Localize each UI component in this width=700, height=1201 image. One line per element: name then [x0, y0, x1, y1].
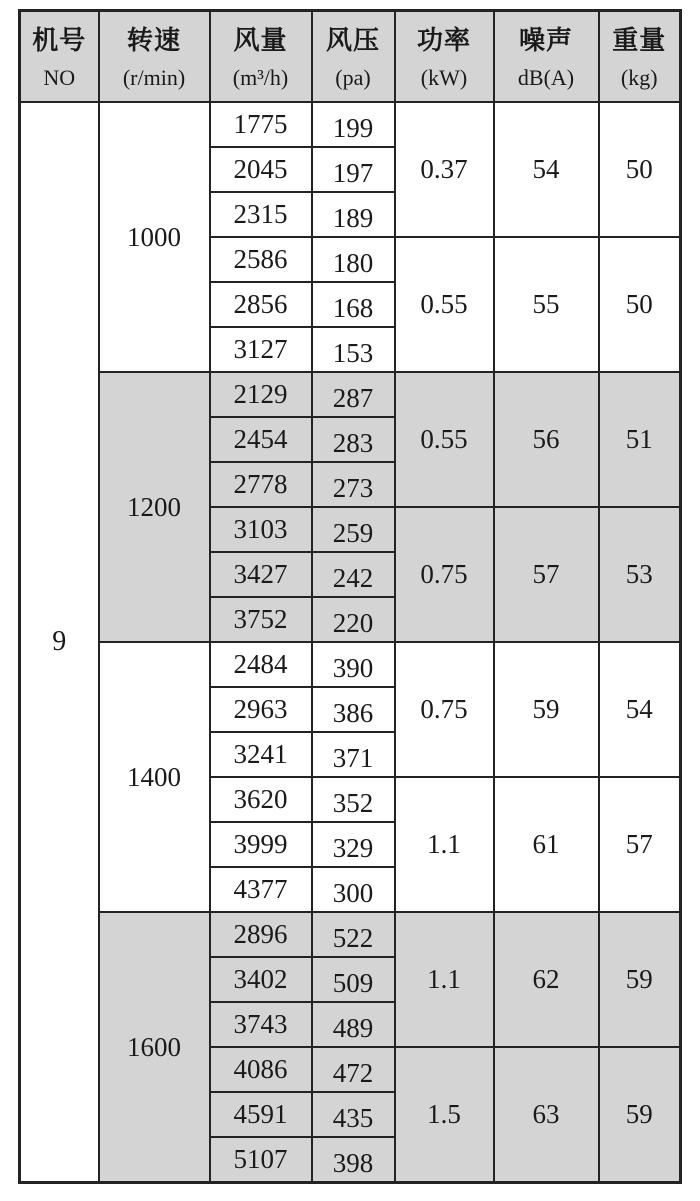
header-label: 风压 — [325, 26, 380, 55]
col-header-model-no — [20, 11, 99, 103]
pressure-cell: 189 — [312, 192, 395, 237]
header-label: 噪声 — [518, 26, 573, 55]
speed-cell: 1400 — [99, 642, 210, 912]
pressure-cell: 489 — [312, 1002, 395, 1047]
flow-cell: 2896 — [210, 912, 312, 957]
noise-cell: 59 — [494, 642, 599, 777]
power-cell: 0.55 — [395, 237, 494, 372]
flow-cell: 3999 — [210, 822, 312, 867]
table-row — [20, 912, 681, 957]
header-unit: NO — [43, 65, 76, 90]
pressure-cell: 390 — [312, 642, 395, 687]
pressure-cell: 153 — [312, 327, 395, 372]
pressure-cell: 259 — [312, 507, 395, 552]
pressure-cell: 522 — [312, 912, 395, 957]
header-label: 重量 — [612, 26, 667, 55]
flow-cell: 4086 — [210, 1047, 312, 1092]
noise-cell: 62 — [494, 912, 599, 1047]
flow-cell: 2963 — [210, 687, 312, 732]
pressure-cell: 435 — [312, 1092, 395, 1137]
weight-cell: 50 — [599, 102, 681, 237]
flow-cell: 3103 — [210, 507, 312, 552]
pressure-cell: 220 — [312, 597, 395, 642]
flow-cell: 2778 — [210, 462, 312, 507]
header-unit: (pa) — [335, 65, 371, 90]
flow-cell: 2315 — [210, 192, 312, 237]
flow-cell: 1775 — [210, 102, 312, 147]
header-row — [20, 11, 681, 103]
pressure-cell: 242 — [312, 552, 395, 597]
noise-cell: 56 — [494, 372, 599, 507]
table-row — [20, 642, 681, 687]
noise-cell: 57 — [494, 507, 599, 642]
header-label: 功率 — [416, 26, 471, 55]
pressure-cell: 180 — [312, 237, 395, 282]
power-cell: 0.75 — [395, 642, 494, 777]
flow-cell: 3620 — [210, 777, 312, 822]
flow-cell: 4591 — [210, 1092, 312, 1137]
power-cell: 1.5 — [395, 1047, 494, 1183]
speed-cell: 1200 — [99, 372, 210, 642]
pressure-cell: 472 — [312, 1047, 395, 1092]
pressure-cell: 287 — [312, 372, 395, 417]
power-cell: 0.75 — [395, 507, 494, 642]
flow-cell: 3241 — [210, 732, 312, 777]
table-row — [20, 102, 681, 147]
weight-cell: 53 — [599, 507, 681, 642]
noise-cell: 61 — [494, 777, 599, 912]
power-cell: 1.1 — [395, 912, 494, 1047]
col-header-weight — [599, 11, 681, 103]
power-cell: 1.1 — [395, 777, 494, 912]
speed-cell: 1000 — [99, 102, 210, 372]
flow-cell: 2856 — [210, 282, 312, 327]
noise-cell: 63 — [494, 1047, 599, 1183]
flow-cell: 3743 — [210, 1002, 312, 1047]
weight-cell: 51 — [599, 372, 681, 507]
flow-cell: 4377 — [210, 867, 312, 912]
table-row — [20, 372, 681, 417]
noise-cell: 54 — [494, 102, 599, 237]
header-unit: dB(A) — [517, 65, 575, 90]
pressure-cell: 386 — [312, 687, 395, 732]
header-unit: (r/min) — [122, 65, 186, 90]
col-header-pressure — [312, 11, 395, 103]
pressure-cell: 283 — [312, 417, 395, 462]
pressure-cell: 509 — [312, 957, 395, 1002]
pressure-cell: 300 — [312, 867, 395, 912]
weight-cell: 57 — [599, 777, 681, 912]
col-header-speed — [99, 11, 210, 103]
header-label: 转速 — [126, 26, 181, 55]
flow-cell: 3752 — [210, 597, 312, 642]
pressure-cell: 352 — [312, 777, 395, 822]
header-unit: (m³/h) — [232, 65, 289, 90]
weight-cell: 59 — [599, 1047, 681, 1183]
flow-cell: 2454 — [210, 417, 312, 462]
flow-cell: 3427 — [210, 552, 312, 597]
col-header-noise — [494, 11, 599, 103]
pressure-cell: 168 — [312, 282, 395, 327]
header-label: 机号 — [32, 26, 87, 55]
speed-cell: 1600 — [99, 912, 210, 1183]
header-label: 风量 — [233, 26, 288, 55]
fan-spec-table — [18, 9, 682, 1184]
flow-cell: 3402 — [210, 957, 312, 1002]
weight-cell: 50 — [599, 237, 681, 372]
header-unit: (kW) — [420, 65, 468, 90]
flow-cell: 3127 — [210, 327, 312, 372]
pressure-cell: 398 — [312, 1137, 395, 1183]
flow-cell: 2129 — [210, 372, 312, 417]
power-cell: 0.37 — [395, 102, 494, 237]
weight-cell: 59 — [599, 912, 681, 1047]
flow-cell: 2045 — [210, 147, 312, 192]
pressure-cell: 197 — [312, 147, 395, 192]
pressure-cell: 371 — [312, 732, 395, 777]
noise-cell: 55 — [494, 237, 599, 372]
power-cell: 0.55 — [395, 372, 494, 507]
flow-cell: 2586 — [210, 237, 312, 282]
header-unit: (kg) — [620, 65, 658, 90]
pressure-cell: 273 — [312, 462, 395, 507]
col-header-airflow — [210, 11, 312, 103]
pressure-cell: 199 — [312, 102, 395, 147]
flow-cell: 5107 — [210, 1137, 312, 1183]
col-header-power — [395, 11, 494, 103]
weight-cell: 54 — [599, 642, 681, 777]
pressure-cell: 329 — [312, 822, 395, 867]
flow-cell: 2484 — [210, 642, 312, 687]
model-no-cell: 9 — [20, 102, 99, 1183]
